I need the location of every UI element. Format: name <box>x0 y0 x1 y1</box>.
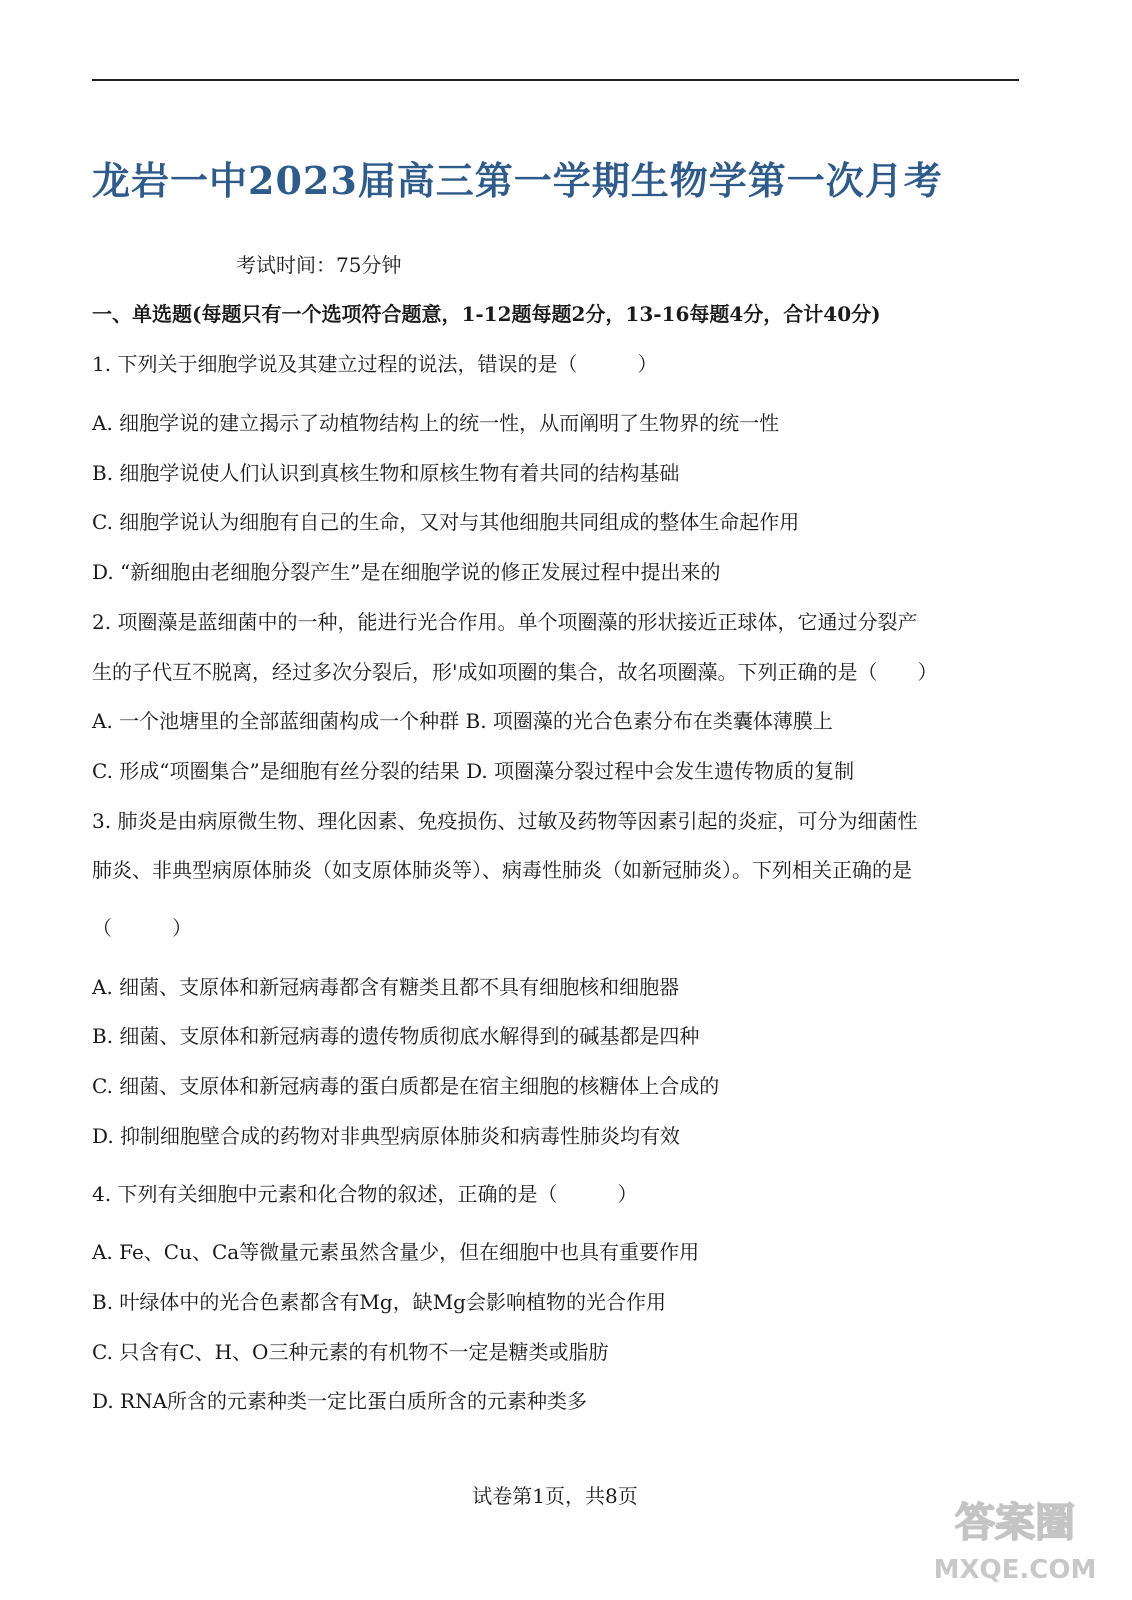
question-1-option-d: D. “新细胞由老细胞分裂产生”是在细胞学说的修正发展过程中提出来的 <box>92 560 721 584</box>
watermark-logo <box>930 1488 1100 1588</box>
question-1-option-a: A. 细胞学说的建立揭示了动植物结构上的统一性，从而阐明了生物界的统一性 <box>92 411 780 435</box>
question-1-option-c: C. 细胞学说认为细胞有自己的生命，又对与其他细胞共同组成的整体生命起作用 <box>92 510 800 534</box>
question-2-options-ab: A. 一个池塘里的全部蓝细菌构成一个种群 B. 项圈藻的光合色素分布在类囊体薄膜上 <box>92 709 833 733</box>
section-heading: 一、单选题(每题只有一个选项符合题意，1-12题每题2分，13-16每题4分，合计40分) <box>92 302 881 326</box>
question-3-option-b: B. 细菌、支原体和新冠病毒的遗传物质彻底水解得到的碱基都是四种 <box>92 1024 700 1048</box>
question-4-option-b: B. 叶绿体中的光合色素都含有Mg，缺Mg会影响植物的光合作用 <box>92 1290 666 1314</box>
question-4-option-d: D. RNA所含的元素种类一定比蛋白质所含的元素种类多 <box>92 1389 588 1413</box>
question-4-option-a: A. Fe、Cu、Ca等微量元素虽然含量少，但在细胞中也具有重要作用 <box>92 1240 700 1264</box>
question-3-option-c: C. 细菌、支原体和新冠病毒的蛋白质都是在宿主细胞的核糖体上合成的 <box>92 1074 720 1098</box>
question-4-stem: 4. 下列有关细胞中元素和化合物的叙述，正确的是（ ） <box>92 1182 638 1206</box>
watermark-url: MXQE.COM <box>933 1555 1097 1585</box>
question-3-stem-line-2: 肺炎、非典型病原体肺炎（如支原体肺炎等）、病毒性肺炎（如新冠肺炎）。下列相关正确的是 <box>92 858 912 882</box>
question-2-stem-line-1: 2. 项圈藻是蓝细菌中的一种，能进行光合作用。单个项圈藻的形状接近正球体，它通过分裂产 <box>92 610 918 634</box>
question-2-stem-line-2: 生的子代互不脱离，经过多次分裂后，形'成如项圈的集合，故名项圈藻。下列正确的是（ ） <box>92 660 938 684</box>
question-3-answer-blank: （ ） <box>92 916 192 940</box>
question-2-options-cd: C. 形成“项圈集合”是细胞有丝分裂的结果 D. 项圈藻分裂过程中会发生遗传物质的复制 <box>92 759 855 783</box>
header-rule <box>92 79 1019 81</box>
question-1-stem: 1. 下列关于细胞学说及其建立过程的说法，错误的是（ ） <box>92 352 658 376</box>
question-3-stem-line-1: 3. 肺炎是由病原微生物、理化因素、免疫损伤、过敏及药物等因素引起的炎症，可分为细菌性 <box>92 809 918 833</box>
exam-time: 考试时间：75分钟 <box>236 253 402 277</box>
exam-title: 龙岩一中2023届高三第一学期生物学第一次月考 <box>92 158 943 203</box>
question-1-option-b: B. 细胞学说使人们认识到真核生物和原核生物有着共同的结构基础 <box>92 461 680 485</box>
question-3-option-a: A. 细菌、支原体和新冠病毒都含有糖类且都不具有细胞核和细胞器 <box>92 975 680 999</box>
question-3-option-d: D. 抑制细胞壁合成的药物对非典型病原体肺炎和病毒性肺炎均有效 <box>92 1124 681 1148</box>
watermark-text: 答案圈 <box>955 1500 1075 1546</box>
page-footer: 试卷第1页，共8页 <box>472 1484 638 1508</box>
question-4-option-c: C. 只含有C、H、O三种元素的有机物不一定是糖类或脂肪 <box>92 1340 609 1364</box>
